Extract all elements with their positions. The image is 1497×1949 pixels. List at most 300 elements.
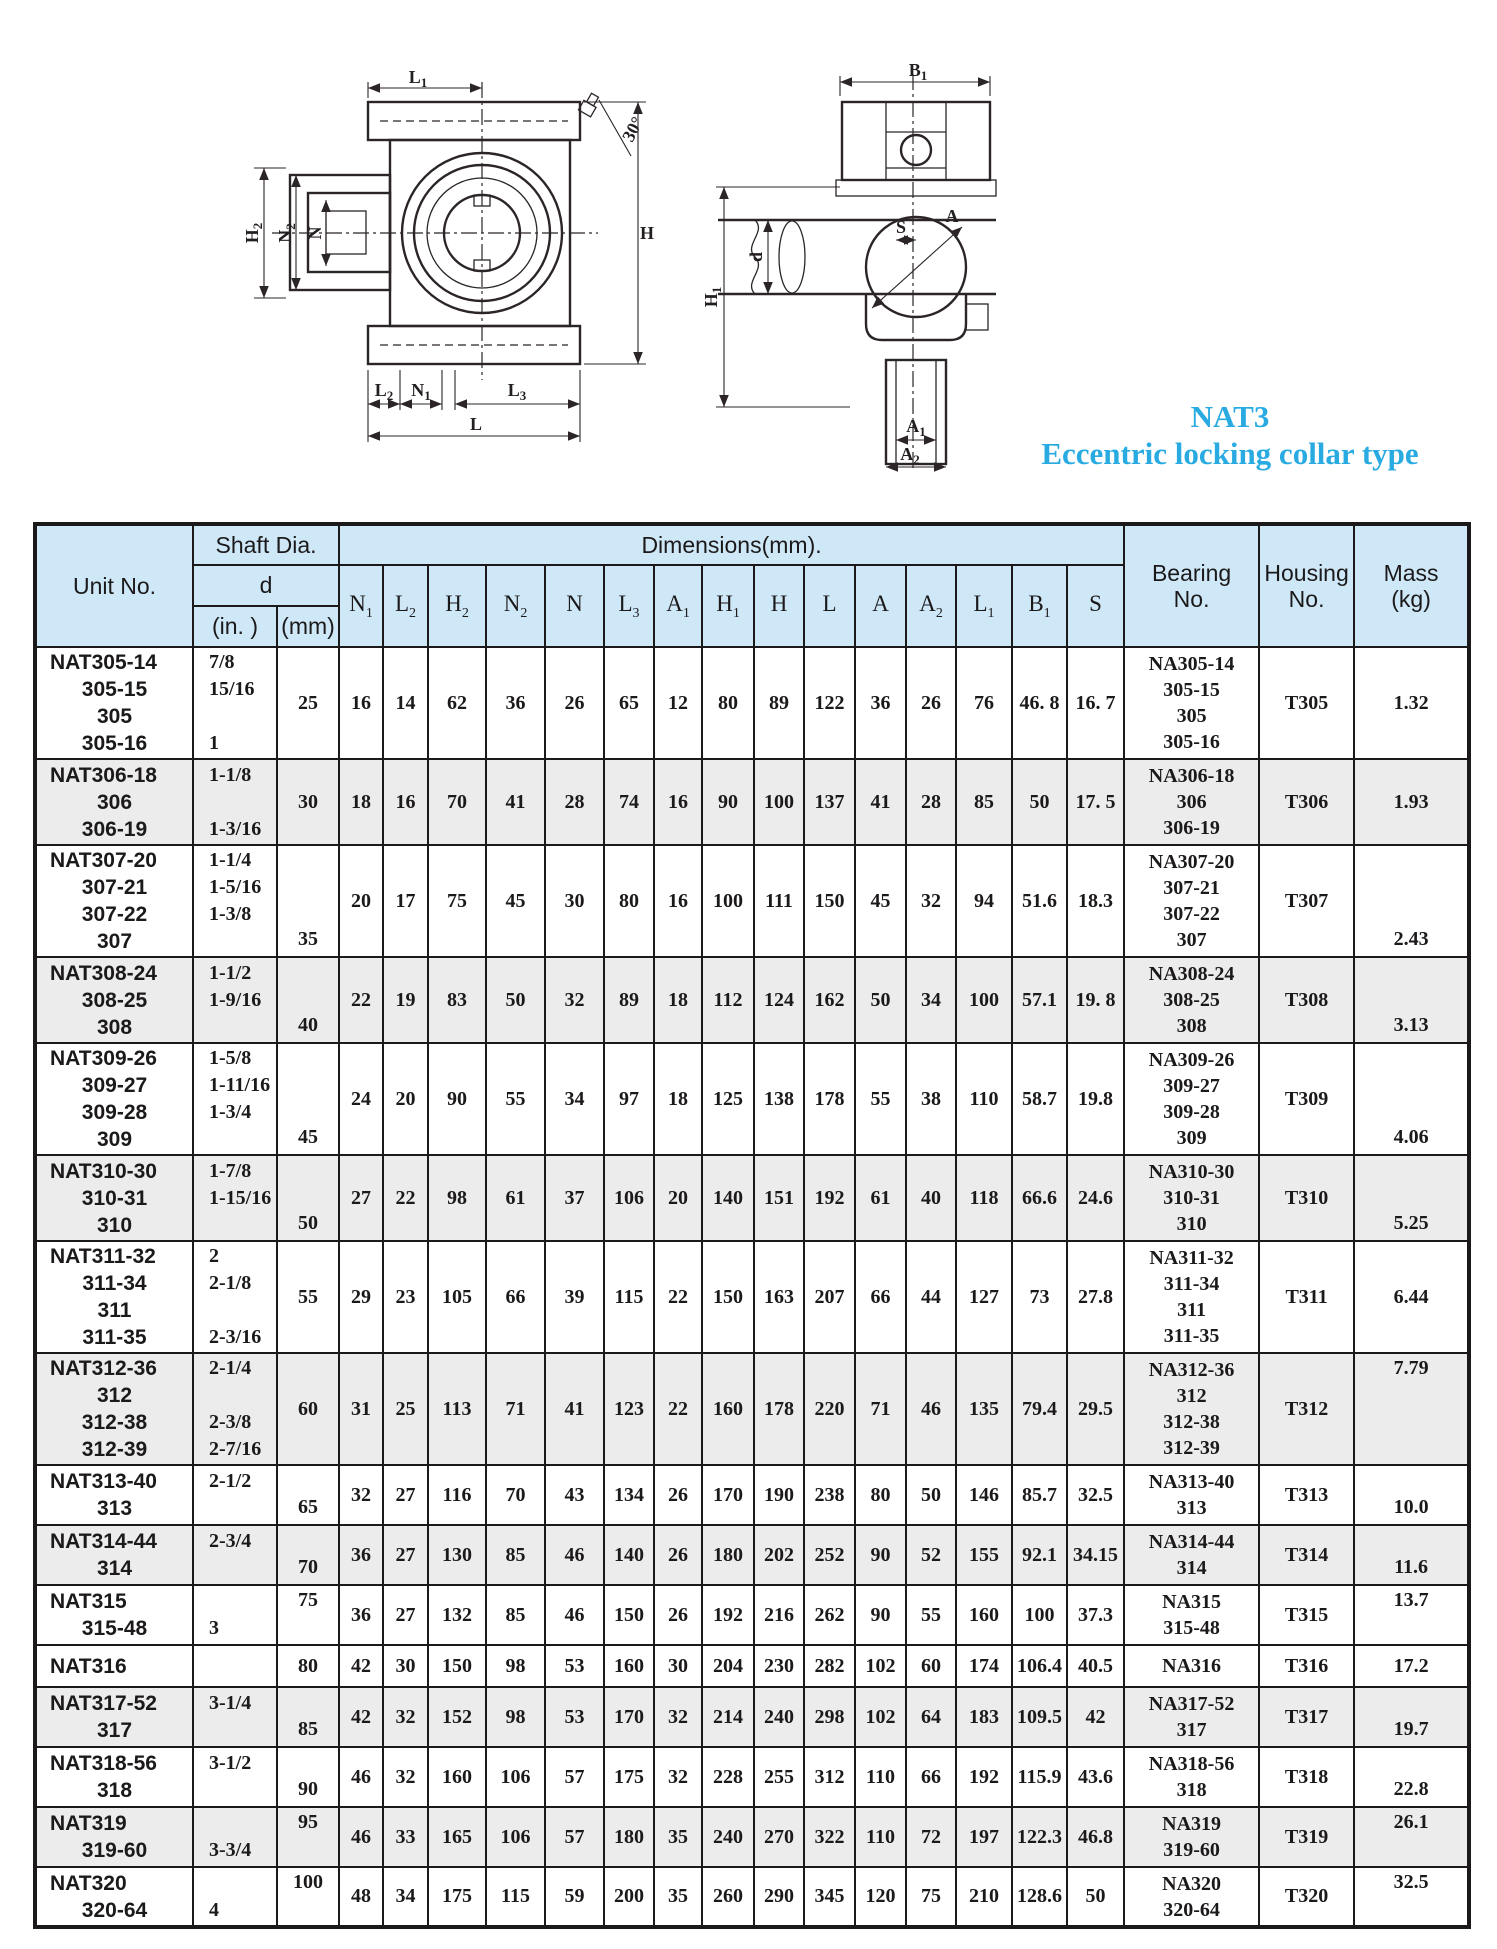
cell-dim-a1: 20: [654, 1155, 702, 1241]
cell-dim-h1: 240: [702, 1807, 754, 1867]
cell-dim-n: 39: [545, 1241, 604, 1353]
dim-label-l: L: [469, 414, 483, 434]
cell-shaft-mm: 45: [277, 1043, 339, 1155]
cell-mass: 5.25: [1354, 1155, 1469, 1241]
col-header-a1: $A_1$: [654, 565, 702, 647]
cell-dim-b1: 73: [1012, 1241, 1067, 1353]
cell-dim-l2: 14: [383, 647, 428, 759]
cell-dim-h: 111: [754, 845, 804, 957]
cell-dim-l: 220: [804, 1353, 855, 1465]
cell-dim-l1: 76: [956, 647, 1012, 759]
cell-dim-b1: 57.1: [1012, 957, 1067, 1043]
cell-bearing-no: NA306-18 306 306-19: [1124, 759, 1259, 845]
cell-dim-n2: 50: [486, 957, 545, 1043]
cell-dim-l: 178: [804, 1043, 855, 1155]
cell-dim-a2: 46: [906, 1353, 956, 1465]
cell-dim-h2: 70: [428, 759, 486, 845]
cell-dim-n2: 45: [486, 845, 545, 957]
cell-dim-h1: 90: [702, 759, 754, 845]
cell-dim-a: 102: [855, 1687, 906, 1747]
col-header-l2: $L_2$: [383, 565, 428, 647]
cell-dim-l3: 170: [604, 1687, 654, 1747]
cell-dim-l1: 135: [956, 1353, 1012, 1465]
col-header-in: (in. ): [193, 606, 277, 647]
cell-dim-a2: 50: [906, 1465, 956, 1525]
cell-dim-s: 46.8: [1067, 1807, 1124, 1867]
cell-dim-l: 345: [804, 1867, 855, 1927]
dim-label-n1: $N_1$: [411, 380, 431, 403]
cell-dim-s: 40.5: [1067, 1645, 1124, 1687]
cell-dim-l: 322: [804, 1807, 855, 1867]
dim-label-d: d: [746, 251, 766, 263]
dim-label-n2: $N_2$: [275, 223, 298, 243]
cell-dim-h: 124: [754, 957, 804, 1043]
cell-dim-h: 290: [754, 1867, 804, 1927]
cell-dim-n: 32: [545, 957, 604, 1043]
dim-label-a1: $A_1$: [906, 416, 926, 439]
cell-dim-l1: 160: [956, 1585, 1012, 1645]
cell-housing-no: T313: [1259, 1465, 1354, 1525]
table-row: [35, 1807, 1469, 1867]
cell-shaft-in: 3-3/4: [193, 1807, 277, 1867]
cell-dim-l1: 94: [956, 845, 1012, 957]
dim-label-b1: $B_1$: [908, 60, 928, 83]
cell-housing-no: T318: [1259, 1747, 1354, 1807]
cell-dim-h2: 90: [428, 1043, 486, 1155]
cell-dim-n2: 66: [486, 1241, 545, 1353]
cell-dim-a2: 32: [906, 845, 956, 957]
cell-dim-h1: 160: [702, 1353, 754, 1465]
cell-dim-s: 19. 8: [1067, 957, 1124, 1043]
cell-dim-l: 238: [804, 1465, 855, 1525]
cell-bearing-no: NA314-44 314: [1124, 1525, 1259, 1585]
cell-dim-l3: 106: [604, 1155, 654, 1241]
cell-dim-s: 29.5: [1067, 1353, 1124, 1465]
col-header-mm: (mm): [277, 606, 339, 647]
cell-dim-l: 122: [804, 647, 855, 759]
cell-shaft-in: 1-1/8 1-3/16: [193, 759, 277, 845]
col-header-d: d: [193, 565, 339, 606]
cell-dim-a1: 26: [654, 1585, 702, 1645]
cell-mass: 4.06: [1354, 1043, 1469, 1155]
cell-dim-a2: 44: [906, 1241, 956, 1353]
dim-label-s: S: [895, 217, 907, 237]
cell-shaft-mm: 30: [277, 759, 339, 845]
cell-dim-a1: 32: [654, 1747, 702, 1807]
cell-dim-n1: 31: [339, 1353, 383, 1465]
cell-dim-n1: 20: [339, 845, 383, 957]
dim-label-h1: $H_1$: [701, 286, 724, 308]
cell-dim-l2: 32: [383, 1747, 428, 1807]
cell-dim-b1: 58.7: [1012, 1043, 1067, 1155]
cell-dim-l1: 197: [956, 1807, 1012, 1867]
cell-dim-a: 80: [855, 1465, 906, 1525]
cell-dim-l1: 192: [956, 1747, 1012, 1807]
cell-dim-a: 66: [855, 1241, 906, 1353]
cell-dim-h: 230: [754, 1645, 804, 1687]
col-header-b1: $B_1$: [1012, 565, 1067, 647]
series-caption: [985, 398, 1475, 472]
cell-dim-h: 202: [754, 1525, 804, 1585]
cell-dim-a1: 12: [654, 647, 702, 759]
cell-dim-s: 19.8: [1067, 1043, 1124, 1155]
cell-shaft-mm: 95: [277, 1807, 339, 1867]
cell-dim-n2: 98: [486, 1645, 545, 1687]
cell-dim-b1: 122.3: [1012, 1807, 1067, 1867]
cell-shaft-in: 2-1/2: [193, 1465, 277, 1525]
cell-dim-b1: 100: [1012, 1585, 1067, 1645]
cell-dim-h1: 170: [702, 1465, 754, 1525]
cell-dim-h: 190: [754, 1465, 804, 1525]
cell-dim-a2: 34: [906, 957, 956, 1043]
cell-dim-n1: 42: [339, 1687, 383, 1747]
cell-dim-a1: 16: [654, 759, 702, 845]
cell-dim-b1: 46. 8: [1012, 647, 1067, 759]
cell-shaft-mm: 50: [277, 1155, 339, 1241]
cell-dim-l: 252: [804, 1525, 855, 1585]
cell-shaft-mm: 80: [277, 1645, 339, 1687]
cell-shaft-in: 1-1/4 1-5/16 1-3/8: [193, 845, 277, 957]
cell-dim-s: 17. 5: [1067, 759, 1124, 845]
cell-dim-l1: 127: [956, 1241, 1012, 1353]
series-type: Eccentric locking collar type: [1041, 436, 1419, 471]
cell-shaft-mm: 60: [277, 1353, 339, 1465]
cell-mass: 17.2: [1354, 1645, 1469, 1687]
table-row: [35, 1043, 1469, 1155]
table-row: [35, 1155, 1469, 1241]
cell-housing-no: T306: [1259, 759, 1354, 845]
table-row: [35, 759, 1469, 845]
dim-label-h2: $H_2$: [242, 222, 265, 244]
cell-dim-n2: 115: [486, 1867, 545, 1927]
cell-dim-l3: 140: [604, 1525, 654, 1585]
cell-dim-h2: 83: [428, 957, 486, 1043]
cell-dim-h2: 165: [428, 1807, 486, 1867]
cell-dim-h1: 112: [702, 957, 754, 1043]
cell-shaft-in: 1-1/2 1-9/16: [193, 957, 277, 1043]
cell-housing-no: T314: [1259, 1525, 1354, 1585]
cell-dim-n2: 71: [486, 1353, 545, 1465]
dim-label-l3: $L_3$: [507, 380, 527, 403]
cell-dim-n2: 98: [486, 1687, 545, 1747]
col-header-a2: $A_2$: [906, 565, 956, 647]
cell-dim-l2: 33: [383, 1807, 428, 1867]
cell-dim-l1: 100: [956, 957, 1012, 1043]
cell-mass: 1.93: [1354, 759, 1469, 845]
cell-unit-no: NAT317-52 317: [35, 1687, 193, 1747]
cell-dim-l2: 27: [383, 1465, 428, 1525]
col-header-a: A: [855, 565, 906, 647]
cell-unit-no: NAT309-26 309-27 309-28 309: [35, 1043, 193, 1155]
cell-dim-s: 42: [1067, 1687, 1124, 1747]
cell-dim-l3: 134: [604, 1465, 654, 1525]
cell-dim-h: 151: [754, 1155, 804, 1241]
cell-bearing-no: NA309-26 309-27 309-28 309: [1124, 1043, 1259, 1155]
cell-dim-h2: 116: [428, 1465, 486, 1525]
cell-dim-l1: 118: [956, 1155, 1012, 1241]
cell-shaft-in: [193, 1645, 277, 1687]
cell-housing-no: T315: [1259, 1585, 1354, 1645]
cell-dim-a: 110: [855, 1747, 906, 1807]
cell-bearing-no: NA310-30 310-31 310: [1124, 1155, 1259, 1241]
cell-mass: 22.8: [1354, 1747, 1469, 1807]
cell-mass: 3.13: [1354, 957, 1469, 1043]
cell-unit-no: NAT310-30 310-31 310: [35, 1155, 193, 1241]
table-row: [35, 1465, 1469, 1525]
cell-dim-l: 207: [804, 1241, 855, 1353]
cell-dim-a2: 26: [906, 647, 956, 759]
cell-dim-a: 36: [855, 647, 906, 759]
cell-dim-h2: 132: [428, 1585, 486, 1645]
cell-dim-a1: 18: [654, 1043, 702, 1155]
cell-dim-h1: 192: [702, 1585, 754, 1645]
cell-dim-h: 240: [754, 1687, 804, 1747]
cell-housing-no: T308: [1259, 957, 1354, 1043]
col-header-bearing-no: Bearing No.: [1124, 524, 1259, 647]
cell-dim-b1: 92.1: [1012, 1525, 1067, 1585]
cell-unit-no: NAT314-44 314: [35, 1525, 193, 1585]
cell-bearing-no: NA307-20 307-21 307-22 307: [1124, 845, 1259, 957]
cell-dim-l: 150: [804, 845, 855, 957]
spec-table: [33, 522, 1471, 1929]
dim-label-l1: $L_1$: [408, 67, 428, 90]
cell-dim-h: 270: [754, 1807, 804, 1867]
cell-dim-b1: 79.4: [1012, 1353, 1067, 1465]
cell-housing-no: T310: [1259, 1155, 1354, 1241]
cell-dim-a: 90: [855, 1525, 906, 1585]
cell-mass: 26.1: [1354, 1807, 1469, 1867]
cell-dim-s: 43.6: [1067, 1747, 1124, 1807]
cell-dim-h2: 175: [428, 1867, 486, 1927]
cell-dim-h1: 228: [702, 1747, 754, 1807]
cell-dim-h: 178: [754, 1353, 804, 1465]
table-row: [35, 1585, 1469, 1645]
cell-unit-no: NAT313-40 313: [35, 1465, 193, 1525]
cell-dim-h1: 204: [702, 1645, 754, 1687]
cell-dim-s: 18.3: [1067, 845, 1124, 957]
cell-mass: 32.5: [1354, 1867, 1469, 1927]
cell-shaft-in: 7/8 15/16 1: [193, 647, 277, 759]
cell-shaft-mm: 65: [277, 1465, 339, 1525]
cell-shaft-in: 1-7/8 1-15/16: [193, 1155, 277, 1241]
cell-dim-h2: 98: [428, 1155, 486, 1241]
cell-housing-no: T311: [1259, 1241, 1354, 1353]
cell-dim-h2: 150: [428, 1645, 486, 1687]
cell-unit-no: NAT306-18 306 306-19: [35, 759, 193, 845]
cell-dim-n2: 55: [486, 1043, 545, 1155]
cell-dim-l3: 180: [604, 1807, 654, 1867]
cell-dim-a: 120: [855, 1867, 906, 1927]
cell-dim-n1: 42: [339, 1645, 383, 1687]
series-name: NAT3: [1190, 399, 1270, 434]
cell-dim-l2: 19: [383, 957, 428, 1043]
cell-dim-l1: 146: [956, 1465, 1012, 1525]
cell-bearing-no: NA318-56 318: [1124, 1747, 1259, 1807]
cell-dim-n1: 46: [339, 1747, 383, 1807]
cell-dim-s: 24.6: [1067, 1155, 1124, 1241]
cell-bearing-no: NA312-36 312 312-38 312-39: [1124, 1353, 1259, 1465]
cell-bearing-no: NA308-24 308-25 308: [1124, 957, 1259, 1043]
cell-dim-h1: 260: [702, 1867, 754, 1927]
cell-shaft-in: 1-5/8 1-11/16 1-3/4: [193, 1043, 277, 1155]
cell-dim-a1: 30: [654, 1645, 702, 1687]
cell-shaft-mm: 85: [277, 1687, 339, 1747]
cell-bearing-no: NA320 320-64: [1124, 1867, 1259, 1927]
cell-dim-b1: 66.6: [1012, 1155, 1067, 1241]
cell-dim-a: 71: [855, 1353, 906, 1465]
cell-dim-h2: 113: [428, 1353, 486, 1465]
cell-unit-no: NAT316: [35, 1645, 193, 1687]
cell-dim-a2: 64: [906, 1687, 956, 1747]
cell-dim-n1: 36: [339, 1585, 383, 1645]
cell-bearing-no: NA315 315-48: [1124, 1585, 1259, 1645]
cell-dim-n: 26: [545, 647, 604, 759]
cell-dim-l3: 115: [604, 1241, 654, 1353]
cell-dim-l2: 25: [383, 1353, 428, 1465]
cell-bearing-no: NA305-14 305-15 305 305-16: [1124, 647, 1259, 759]
dim-label-a2: $A_2$: [900, 444, 920, 467]
cell-dim-h2: 130: [428, 1525, 486, 1585]
cell-dim-l1: 110: [956, 1043, 1012, 1155]
cell-mass: 11.6: [1354, 1525, 1469, 1585]
cell-dim-n: 57: [545, 1807, 604, 1867]
col-header-l: L: [804, 565, 855, 647]
cell-dim-a: 50: [855, 957, 906, 1043]
cell-dim-h1: 125: [702, 1043, 754, 1155]
cell-dim-n1: 48: [339, 1867, 383, 1927]
cell-mass: 7.79: [1354, 1353, 1469, 1465]
col-header-mass: Mass (kg): [1354, 524, 1469, 647]
cell-shaft-mm: 100: [277, 1867, 339, 1927]
col-header-h1: $H_1$: [702, 565, 754, 647]
cell-bearing-no: NA311-32 311-34 311 311-35: [1124, 1241, 1259, 1353]
table-row: [35, 1687, 1469, 1747]
cell-dim-l1: 210: [956, 1867, 1012, 1927]
table-row: [35, 1645, 1469, 1687]
cell-dim-l: 262: [804, 1585, 855, 1645]
cell-dim-a2: 55: [906, 1585, 956, 1645]
cell-dim-b1: 85.7: [1012, 1465, 1067, 1525]
cell-dim-l2: 34: [383, 1867, 428, 1927]
cell-dim-b1: 109.5: [1012, 1687, 1067, 1747]
cell-dim-l3: 175: [604, 1747, 654, 1807]
cell-dim-s: 34.15: [1067, 1525, 1124, 1585]
cell-dim-n: 34: [545, 1043, 604, 1155]
cell-housing-no: T316: [1259, 1645, 1354, 1687]
col-header-h2: $H_2$: [428, 565, 486, 647]
cell-dim-l2: 22: [383, 1155, 428, 1241]
cell-dim-n: 53: [545, 1687, 604, 1747]
cell-dim-b1: 50: [1012, 759, 1067, 845]
dim-label-l2: $L_2$: [374, 380, 394, 403]
cell-dim-s: 37.3: [1067, 1585, 1124, 1645]
cell-dim-a2: 38: [906, 1043, 956, 1155]
cell-dim-n2: 70: [486, 1465, 545, 1525]
cell-shaft-in: 2 2-1/8 2-3/16: [193, 1241, 277, 1353]
cell-shaft-in: 3-1/2: [193, 1747, 277, 1807]
cell-dim-h2: 105: [428, 1241, 486, 1353]
cell-dim-h1: 80: [702, 647, 754, 759]
cell-dim-l3: 80: [604, 845, 654, 957]
col-header-shaft-dia: Shaft Dia.: [193, 524, 339, 565]
cell-dim-h1: 100: [702, 845, 754, 957]
cell-dim-l2: 16: [383, 759, 428, 845]
cell-dim-h1: 140: [702, 1155, 754, 1241]
cell-dim-s: 50: [1067, 1867, 1124, 1927]
cell-unit-no: NAT315 315-48: [35, 1585, 193, 1645]
table-row: [35, 1241, 1469, 1353]
cell-unit-no: NAT307-20 307-21 307-22 307: [35, 845, 193, 957]
cell-unit-no: NAT308-24 308-25 308: [35, 957, 193, 1043]
col-header-dimensions: Dimensions(mm).: [339, 524, 1124, 565]
cell-dim-a2: 28: [906, 759, 956, 845]
col-header-unit-no: Unit No.: [35, 524, 193, 647]
cell-unit-no: NAT305-14 305-15 305 305-16: [35, 647, 193, 759]
cell-dim-h1: 180: [702, 1525, 754, 1585]
cell-dim-l2: 23: [383, 1241, 428, 1353]
cell-dim-a1: 22: [654, 1241, 702, 1353]
dim-label-h: H: [639, 223, 655, 243]
dim-label-30deg: 30°: [617, 113, 648, 146]
cell-dim-n1: 16: [339, 647, 383, 759]
cell-dim-n: 37: [545, 1155, 604, 1241]
cell-dim-n2: 61: [486, 1155, 545, 1241]
cell-dim-n1: 36: [339, 1525, 383, 1585]
cell-dim-s: 27.8: [1067, 1241, 1124, 1353]
cell-mass: 2.43: [1354, 845, 1469, 957]
cell-dim-h2: 160: [428, 1747, 486, 1807]
cell-dim-h: 100: [754, 759, 804, 845]
cell-dim-n2: 85: [486, 1525, 545, 1585]
cell-dim-n1: 22: [339, 957, 383, 1043]
cell-housing-no: T320: [1259, 1867, 1354, 1927]
cell-dim-h: 138: [754, 1043, 804, 1155]
front-view-drawing: [242, 67, 655, 472]
cell-dim-a1: 22: [654, 1353, 702, 1465]
section-view-drawing: [700, 62, 1000, 477]
cell-housing-no: T317: [1259, 1687, 1354, 1747]
cell-dim-n2: 41: [486, 759, 545, 845]
cell-unit-no: NAT320 320-64: [35, 1867, 193, 1927]
cell-dim-l3: 97: [604, 1043, 654, 1155]
table-row: [35, 1353, 1469, 1465]
cell-dim-l: 298: [804, 1687, 855, 1747]
cell-dim-n: 59: [545, 1867, 604, 1927]
cell-dim-l2: 32: [383, 1687, 428, 1747]
cell-dim-l3: 74: [604, 759, 654, 845]
cell-dim-n: 41: [545, 1353, 604, 1465]
dim-label-a: A: [945, 206, 959, 226]
cell-mass: 13.7: [1354, 1585, 1469, 1645]
cell-dim-h: 255: [754, 1747, 804, 1807]
cell-dim-l2: 30: [383, 1645, 428, 1687]
cell-dim-n1: 32: [339, 1465, 383, 1525]
table-row: [35, 1747, 1469, 1807]
cell-dim-a2: 40: [906, 1155, 956, 1241]
cell-dim-h: 89: [754, 647, 804, 759]
cell-dim-a2: 75: [906, 1867, 956, 1927]
col-header-s: S: [1067, 565, 1124, 647]
cell-dim-n: 28: [545, 759, 604, 845]
cell-housing-no: T309: [1259, 1043, 1354, 1155]
col-header-h: H: [754, 565, 804, 647]
cell-dim-a: 61: [855, 1155, 906, 1241]
cell-dim-l: 162: [804, 957, 855, 1043]
cell-unit-no: NAT311-32 311-34 311 311-35: [35, 1241, 193, 1353]
cell-dim-a1: 26: [654, 1465, 702, 1525]
cell-shaft-in: 3: [193, 1585, 277, 1645]
cell-dim-n: 57: [545, 1747, 604, 1807]
